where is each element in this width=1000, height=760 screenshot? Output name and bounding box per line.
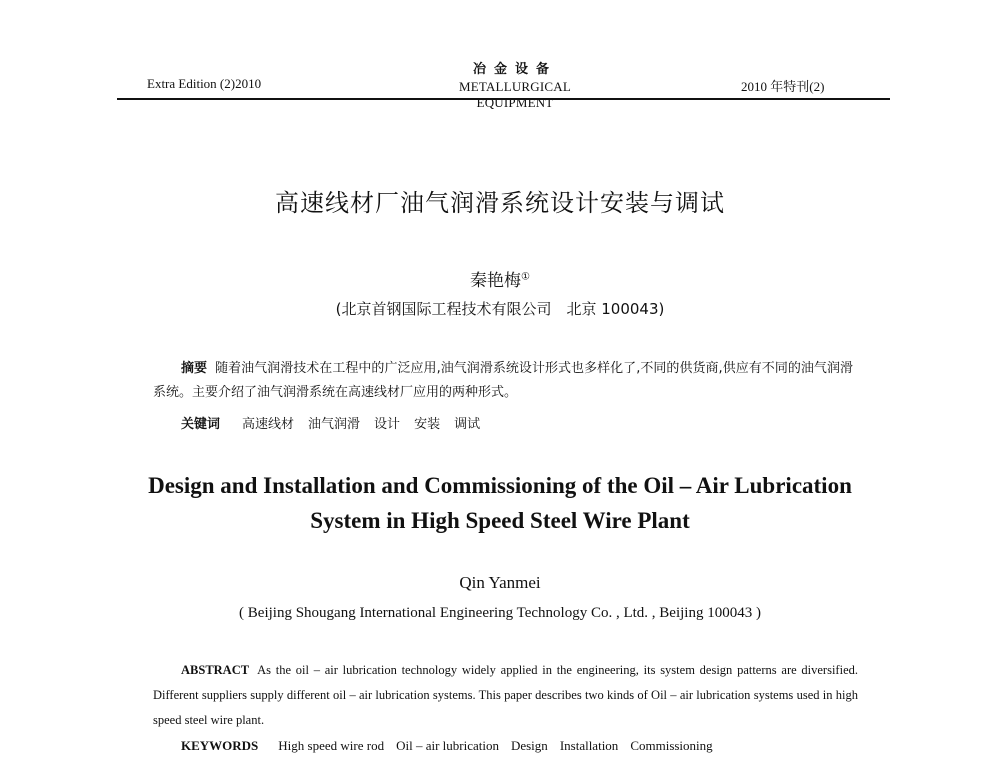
cn-author: 秦艳梅 xyxy=(470,271,522,291)
cn-keyword: 油气润滑 xyxy=(308,417,361,432)
en-abstract-text: As the oil – air lubrication technology widely applied in the engineering, its system design patterns are diversified. Different suppliers supply different oil – air lubrication systems. This paper describes two kinds of Oil – air lubrication systems used in high speed steel wire plant. xyxy=(153,663,858,727)
cn-title: 高速线材厂油气润滑系统设计安装与调试 xyxy=(275,189,725,217)
header-rule xyxy=(117,98,890,100)
cn-keyword: 高速线材 xyxy=(242,417,295,432)
en-abstract-label: ABSTRACT xyxy=(181,663,250,677)
footnote-mark: ① xyxy=(521,271,530,283)
header-journal xyxy=(420,58,610,111)
en-author: Qin Yanmei xyxy=(459,573,541,592)
cn-author-line xyxy=(0,266,1000,291)
en-keyword: High speed wire rod xyxy=(278,738,385,753)
cn-abstract-label: 摘要 xyxy=(181,361,208,376)
journal-name-cn: 冶金设备 xyxy=(472,62,557,77)
en-keyword: Design xyxy=(510,738,548,753)
en-keywords xyxy=(181,738,713,754)
cn-abstract-text: 随着油气润滑技术在工程中的广泛应用,油气润滑系统设计形式也多样化了,不同的供货商,供应有不同的油气润滑系统。主要介绍了油气润滑系统在高速线材厂应用的两种形式。 xyxy=(153,361,853,400)
en-title-line: Design and Installation and Commissioning of the Oil – Air Lubrication xyxy=(148,473,852,498)
cn-affiliation: (北京首钢国际工程技术有限公司 北京 100043) xyxy=(335,300,665,318)
en-title xyxy=(0,468,1000,538)
en-keyword: Commissioning xyxy=(630,738,713,753)
en-abstract xyxy=(153,658,858,733)
cn-keywords xyxy=(181,413,480,432)
header-edition: Extra Edition (2)2010 xyxy=(147,76,262,91)
cn-keyword: 安装 xyxy=(414,417,441,432)
en-affiliation: ( Beijing Shougang International Engineering Technology Co. , Ltd. , Beijing 100043 ) xyxy=(239,605,761,621)
en-keywords-label: KEYWORDS xyxy=(181,738,259,753)
cn-keywords-label: 关键词 xyxy=(181,417,221,432)
header-issue: 2010 年特刊(2) xyxy=(741,79,825,94)
en-keyword: Installation xyxy=(559,738,619,753)
en-keyword: Oil – air lubrication xyxy=(396,738,499,753)
cn-keyword: 设计 xyxy=(374,417,401,432)
cn-keyword: 调试 xyxy=(454,417,481,432)
cn-abstract xyxy=(153,357,853,405)
journal-name-en: METALLURGICAL EQUIPMENT xyxy=(458,79,572,110)
en-title-line: System in High Speed Steel Wire Plant xyxy=(310,508,690,533)
